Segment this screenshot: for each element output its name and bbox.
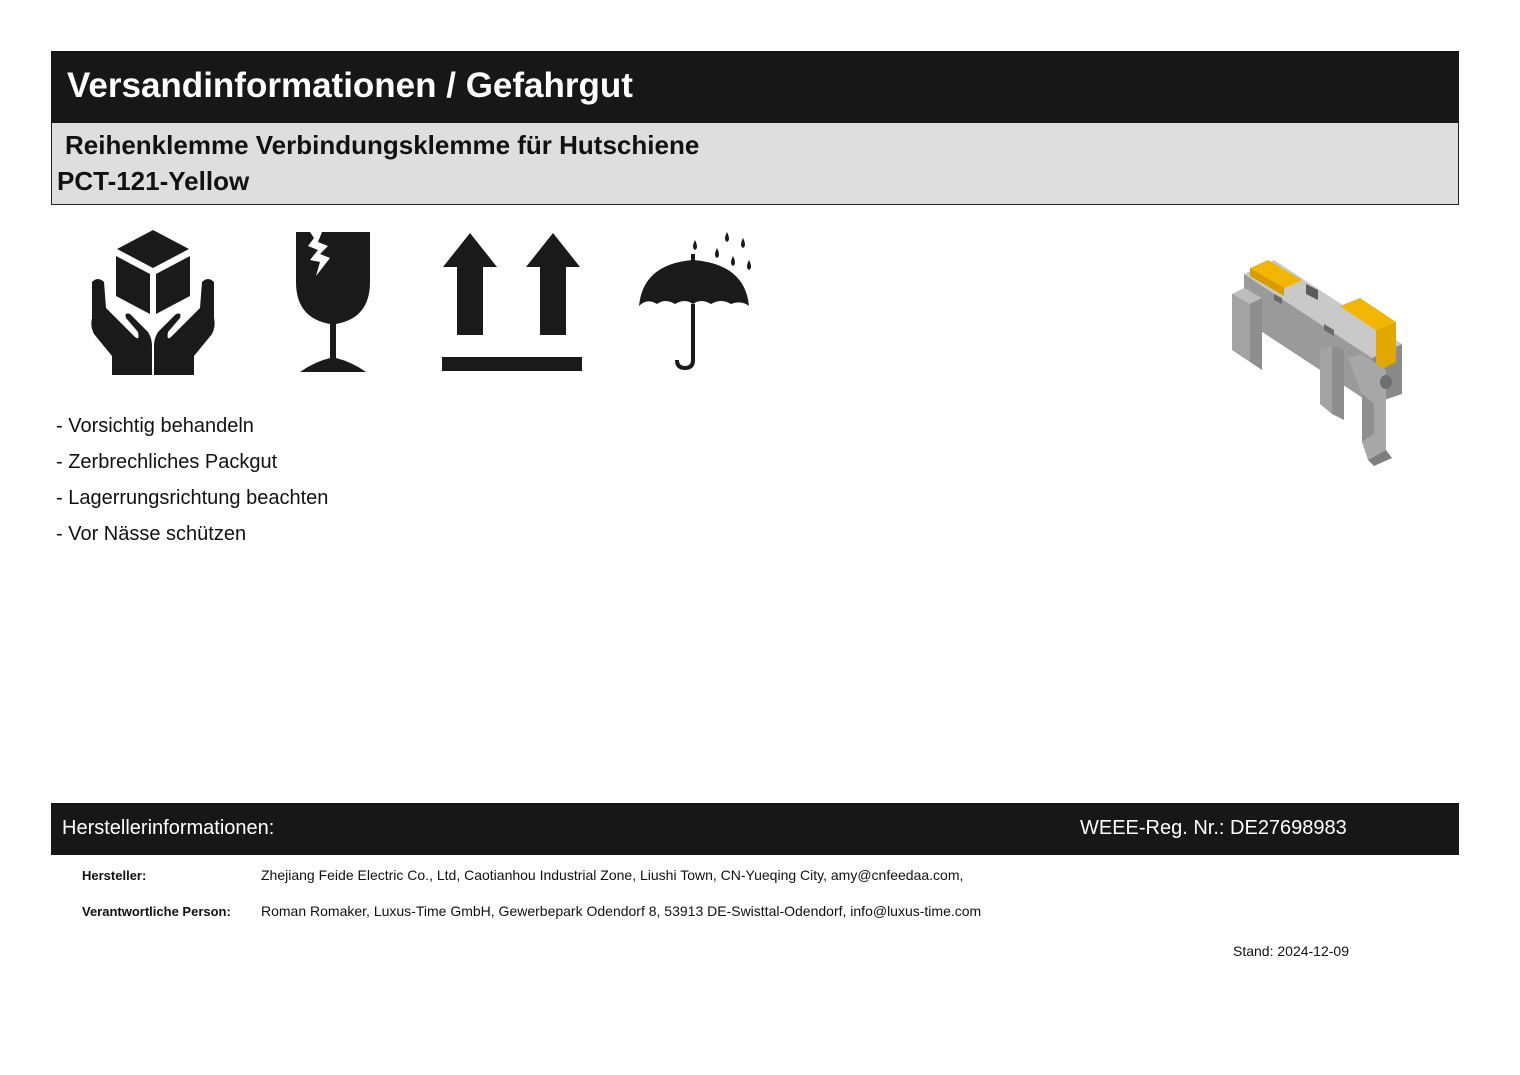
manufacturer-header-bar	[51, 803, 1459, 855]
page-title: Versandinformationen / Gefahrgut	[67, 66, 633, 105]
fragile-glass-icon	[294, 230, 372, 374]
responsible-person-value: Roman Romaker, Luxus-Time GmbH, Gewerbepark Odendorf 8, 53913 DE-Swisttal-Odendorf, info@luxus-time.com	[261, 903, 982, 919]
list-item: - Lagerrungsrichtung beachten	[56, 487, 329, 509]
this-way-up-icon	[441, 231, 583, 373]
manufacturer-label: Hersteller:	[82, 868, 147, 883]
manufacturer-section-title: Herstellerinformationen:	[62, 817, 275, 839]
product-sku: PCT-121-Yellow	[57, 166, 250, 196]
weee-registration: WEEE-Reg. Nr.: DE27698983	[1080, 817, 1347, 839]
list-item: - Zerbrechliches Packgut	[56, 451, 278, 473]
product-name: Reihenklemme Verbindungsklemme für Hutschiene	[65, 130, 700, 160]
product-image	[1222, 254, 1412, 471]
handle-with-care-icon	[90, 228, 216, 376]
stand-date: Stand: 2024-12-09	[1233, 943, 1349, 959]
responsible-person-label: Verantwortliche Person:	[82, 904, 231, 919]
handling-warnings-list	[56, 412, 328, 556]
list-item: - Vorsichtig behandeln	[56, 415, 254, 437]
list-item: - Vor Nässe schützen	[56, 523, 247, 545]
manufacturer-value: Zhejiang Feide Electric Co., Ltd, Caotianhou Industrial Zone, Liushi Town, CN-Yueqing City, amy@cnfeedaa.com,	[261, 867, 964, 883]
product-box	[51, 123, 1459, 205]
header-bar	[51, 51, 1459, 123]
keep-dry-umbrella-icon	[637, 230, 757, 372]
